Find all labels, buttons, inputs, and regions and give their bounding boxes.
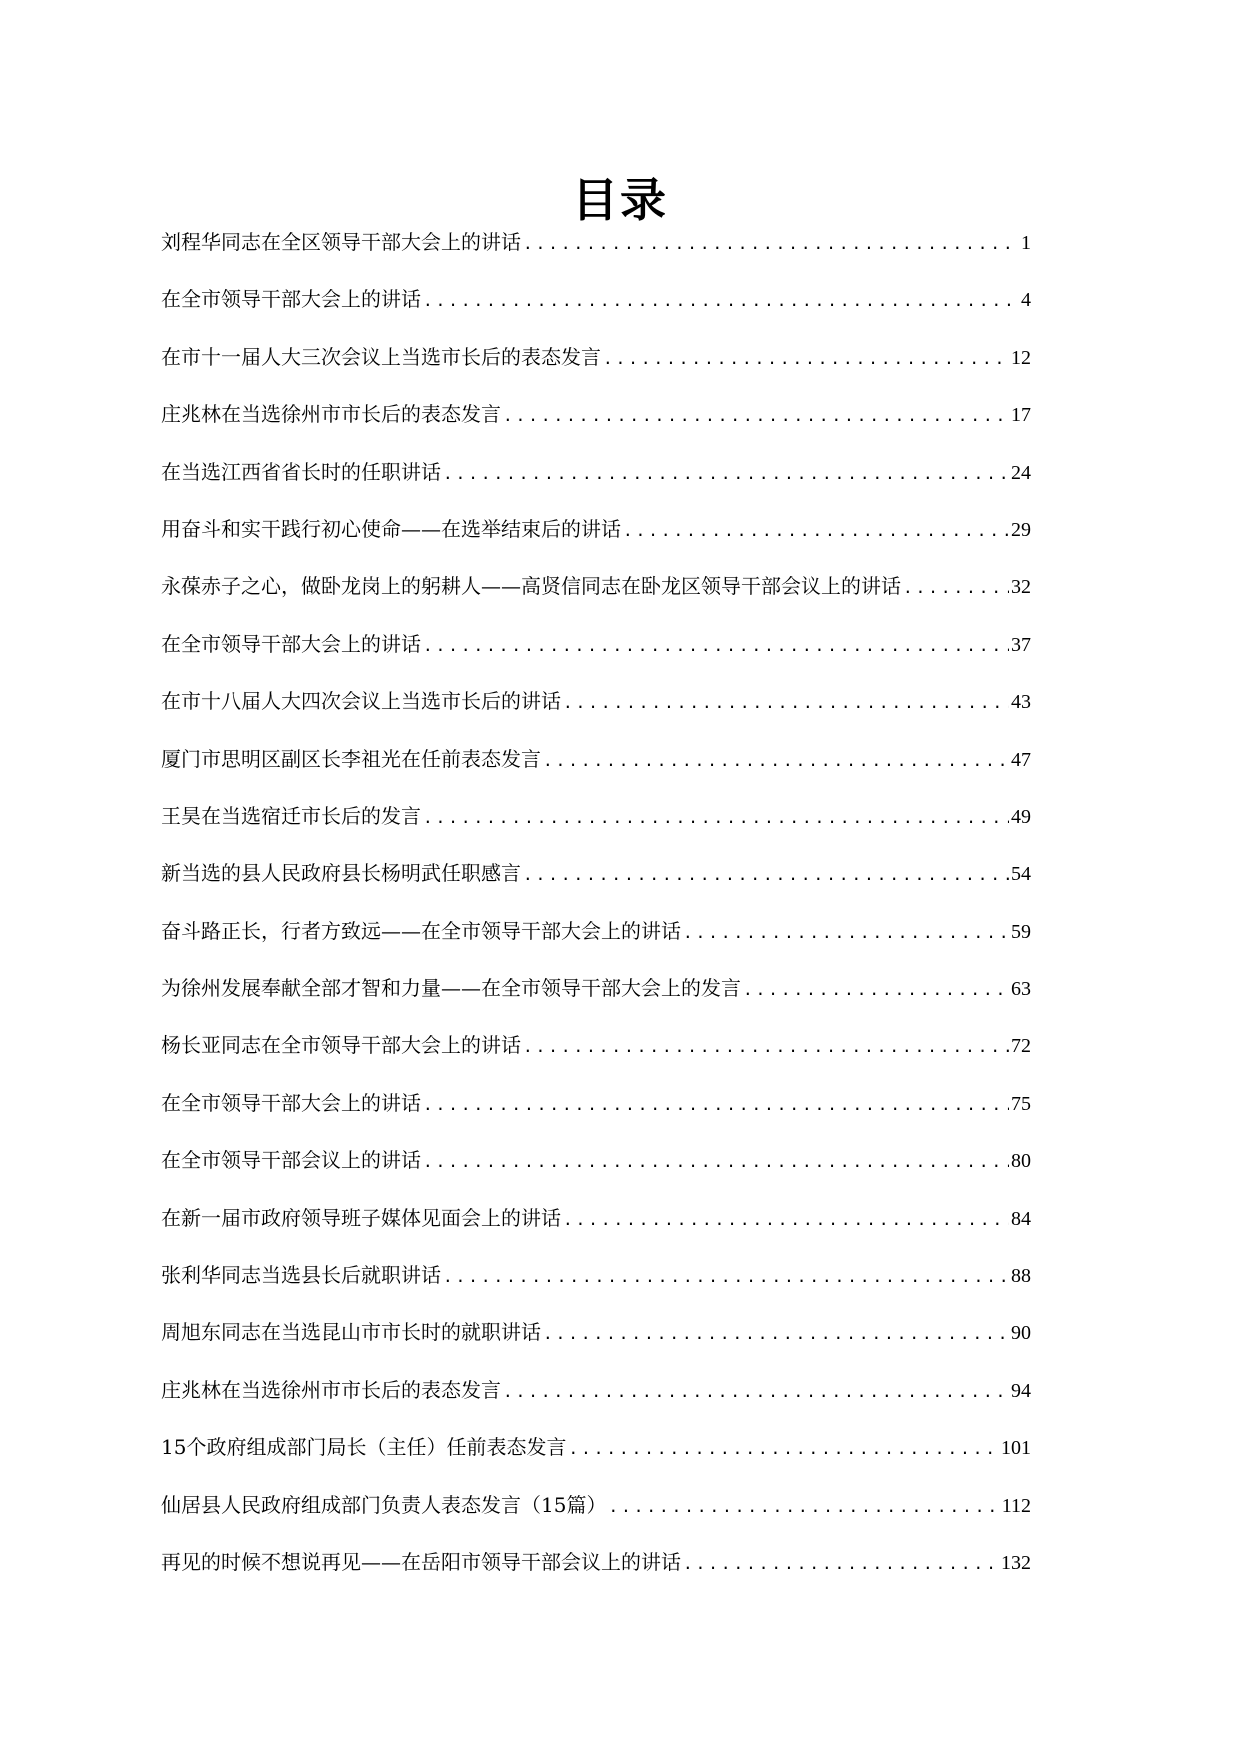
toc-page-number: 54 xyxy=(1011,863,1031,886)
toc-page-number: 63 xyxy=(1011,978,1031,1001)
toc-entry-title: 奋斗路正长，行者方致远——在全市领导干部大会上的讲话 xyxy=(161,918,681,943)
toc-page-number: 84 xyxy=(1011,1207,1031,1230)
toc-dot-leader xyxy=(683,917,1009,949)
toc-entry[interactable] xyxy=(161,628,1031,685)
toc-entry-title: 在全市领导干部大会上的讲话 xyxy=(161,631,421,656)
toc-entry[interactable] xyxy=(161,857,1031,914)
toc-entry-title: 再见的时候不想说再见——在岳阳市领导干部会议上的讲话 xyxy=(161,1549,681,1574)
toc-dot-leader xyxy=(523,1031,1009,1063)
toc-entry-title: 为徐州发展奉献全部才智和力量——在全市领导干部大会上的发言 xyxy=(161,976,741,1001)
toc-dot-leader xyxy=(608,1491,999,1523)
toc-entry-title: 杨长亚同志在全市领导干部大会上的讲话 xyxy=(161,1033,521,1058)
toc-entry-title: 王昊在当选宿迁市长后的发言 xyxy=(161,803,421,828)
toc-entry-title: 在全市领导干部大会上的讲话 xyxy=(161,1090,421,1115)
toc-dot-leader xyxy=(523,859,1009,891)
toc-entry-title: 周旭东同志在当选昆山市市长时的就职讲话 xyxy=(161,1320,541,1345)
toc-entry-title: 刘程华同志在全区领导干部大会上的讲话 xyxy=(161,230,521,254)
toc-page-number: 112 xyxy=(1001,1494,1031,1517)
toc-dot-leader xyxy=(623,515,1009,547)
toc-dot-leader xyxy=(423,285,1019,317)
toc-entry[interactable] xyxy=(161,915,1031,972)
toc-dot-leader xyxy=(503,1376,1009,1408)
toc-entry-title: 厦门市思明区副区长李祖光在任前表态发言 xyxy=(161,746,541,771)
toc-page-number: 59 xyxy=(1011,920,1031,943)
toc-page-number: 132 xyxy=(1001,1551,1031,1574)
toc-entry-title: 15个政府组成部门局长（主任）任前表态发言 xyxy=(161,1435,567,1460)
toc-entry-title: 在新一届市政府领导班子媒体见面会上的讲话 xyxy=(161,1205,561,1230)
toc-entry-title: 庄兆林在当选徐州市市长后的表态发言 xyxy=(161,1377,501,1402)
toc-entry[interactable] xyxy=(161,398,1031,455)
toc-entry[interactable] xyxy=(161,1546,1031,1603)
toc-dot-leader xyxy=(523,228,1019,260)
toc-entry[interactable] xyxy=(161,1202,1031,1259)
toc-dot-leader xyxy=(903,572,1009,604)
toc-dot-leader xyxy=(543,745,1009,777)
toc-dot-leader xyxy=(423,802,1009,834)
toc-entry[interactable] xyxy=(161,1087,1031,1144)
toc-dot-leader xyxy=(683,1548,999,1580)
toc-entry-title: 用奋斗和实干践行初心使命——在选举结束后的讲话 xyxy=(161,516,621,541)
toc-page-number: 72 xyxy=(1011,1035,1031,1058)
toc-page-number: 12 xyxy=(1011,346,1031,369)
toc-dot-leader xyxy=(503,400,1009,432)
toc-entry-title: 在全市领导干部会议上的讲话 xyxy=(161,1148,421,1173)
toc-dot-leader xyxy=(568,1433,999,1465)
toc-page-number: 37 xyxy=(1011,633,1031,656)
toc-entry-title: 仙居县人民政府组成部门负责人表态发言（15篇） xyxy=(161,1492,607,1517)
toc-page-number: 24 xyxy=(1011,461,1031,484)
toc-page-number: 29 xyxy=(1011,518,1031,541)
toc-dot-leader xyxy=(423,630,1009,662)
toc-entry[interactable] xyxy=(161,1489,1031,1546)
toc-entry[interactable] xyxy=(161,1374,1031,1431)
toc-entry-title: 庄兆林在当选徐州市市长后的表态发言 xyxy=(161,402,501,427)
toc-entry[interactable] xyxy=(161,743,1031,800)
toc-dot-leader xyxy=(743,974,1009,1006)
toc-dot-leader xyxy=(443,1261,1009,1293)
toc-entry[interactable] xyxy=(161,570,1031,627)
toc-entry[interactable] xyxy=(161,1316,1031,1373)
toc-entry[interactable] xyxy=(161,456,1031,513)
toc-dot-leader xyxy=(423,1089,1009,1121)
toc-entry-title: 永葆赤子之心，做卧龙岗上的躬耕人——高贤信同志在卧龙区领导干部会议上的讲话 xyxy=(161,574,901,599)
toc-entry-title: 在市十八届人大四次会议上当选市长后的讲话 xyxy=(161,689,561,714)
toc-entry[interactable] xyxy=(161,341,1031,398)
toc-dot-leader xyxy=(603,343,1009,375)
toc-entry-title: 张利华同志当选县长后就职讲话 xyxy=(161,1263,441,1288)
toc-entry-title: 在全市领导干部大会上的讲话 xyxy=(161,287,421,312)
toc-dot-leader xyxy=(563,687,1009,719)
toc-entry[interactable] xyxy=(161,1259,1031,1316)
toc-page-number: 101 xyxy=(1001,1437,1031,1460)
toc-page-number: 1 xyxy=(1021,232,1031,254)
toc-entry[interactable] xyxy=(161,283,1031,340)
toc-page-number: 4 xyxy=(1021,289,1031,312)
toc-entry-title: 在当选江西省省长时的任职讲话 xyxy=(161,459,441,484)
toc-page-number: 94 xyxy=(1011,1379,1031,1402)
toc-entry[interactable] xyxy=(161,972,1031,1029)
toc-entry[interactable] xyxy=(161,1431,1031,1488)
toc-entry[interactable] xyxy=(161,1029,1031,1086)
toc-page-number: 49 xyxy=(1011,805,1031,828)
toc-list xyxy=(161,226,1031,1603)
toc-entry[interactable] xyxy=(161,513,1031,570)
toc-page-number: 88 xyxy=(1011,1265,1031,1288)
toc-page-number: 75 xyxy=(1011,1092,1031,1115)
toc-page-number: 90 xyxy=(1011,1322,1031,1345)
toc-entry[interactable] xyxy=(161,800,1031,857)
toc-entry[interactable] xyxy=(161,685,1031,742)
toc-page-number: 43 xyxy=(1011,691,1031,714)
toc-entry-title: 在市十一届人大三次会议上当选市长后的表态发言 xyxy=(161,344,601,369)
toc-dot-leader xyxy=(563,1204,1009,1236)
toc-dot-leader xyxy=(423,1146,1009,1178)
toc-page-number: 17 xyxy=(1011,404,1031,427)
toc-title: 目录 xyxy=(572,173,668,227)
toc-dot-leader xyxy=(543,1318,1009,1350)
toc-entry[interactable] xyxy=(161,1144,1031,1201)
toc-page-number: 80 xyxy=(1011,1150,1031,1173)
toc-entry-title: 新当选的县人民政府县长杨明武任职感言 xyxy=(161,861,521,886)
toc-page-number: 32 xyxy=(1011,576,1031,599)
toc-page-number: 47 xyxy=(1011,748,1031,771)
toc-dot-leader xyxy=(443,458,1009,490)
toc-entry[interactable] xyxy=(161,226,1031,283)
